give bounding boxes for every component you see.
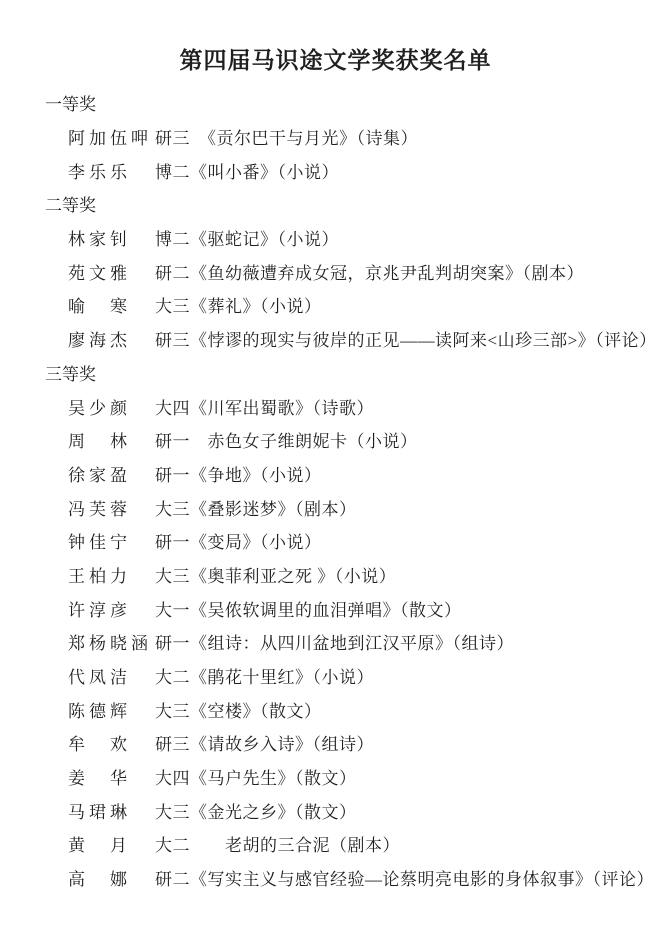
work-title: 《马户先生》 (190, 769, 295, 789)
work-title: 《争地》 (190, 465, 260, 485)
winner-grade: 博二 (155, 162, 190, 182)
winner-row (45, 524, 641, 558)
winner-grade: 大二 (155, 668, 190, 688)
entry-detail (155, 629, 514, 654)
entry-detail (155, 158, 339, 183)
work-genre: （剧本） (522, 263, 584, 283)
work-genre: （评论） (592, 870, 654, 890)
winner-name: 牟 欢 (68, 735, 131, 755)
award-sections (45, 86, 657, 895)
entry-detail (155, 394, 374, 419)
work-genre: （诗集） (356, 129, 418, 149)
winner-name: 许淳彦 (68, 600, 131, 620)
work-genre: （组诗） (452, 634, 514, 654)
winner-row (45, 389, 641, 423)
winner-name: 马珺琳 (68, 802, 131, 822)
section-label: 二等奖 (45, 196, 96, 216)
work-genre: （散文） (295, 802, 357, 822)
winner-grade: 博二 (155, 230, 190, 250)
award-section (45, 356, 654, 895)
entry-list (45, 221, 657, 356)
winner-row (45, 861, 654, 895)
winner-grade: 大三 (155, 566, 190, 586)
work-title: 《写实主义与感官经验—论蔡明亮电影的身体叙事》 (190, 870, 593, 890)
grade-work-gap (190, 432, 208, 451)
grade-work-gap (190, 129, 208, 148)
work-genre: （散文） (400, 600, 462, 620)
winner-row (45, 153, 641, 187)
winner-row (45, 558, 641, 592)
winner-row (45, 591, 641, 625)
winner-name: 阿加伍呷 (68, 129, 152, 149)
work-genre: （小说） (312, 668, 374, 688)
work-title: 《驱蛇记》 (190, 230, 278, 250)
winner-grade: 研三 (155, 331, 190, 351)
winner-row (45, 490, 641, 524)
work-title: 《变局》 (190, 533, 260, 553)
work-title: 《川军出蜀歌》 (190, 398, 313, 418)
work-title: 《葬礼》 (190, 297, 260, 317)
winner-row (45, 760, 641, 794)
winner-name: 郑杨晓涵 (68, 634, 152, 654)
winner-row (45, 254, 641, 288)
section-label: 一等奖 (45, 95, 96, 115)
entry-detail (155, 764, 357, 789)
entry-detail (155, 865, 654, 890)
work-genre: （组诗） (312, 735, 374, 755)
winner-row (45, 322, 657, 356)
winner-grade: 大三 (155, 499, 190, 519)
winner-row (45, 423, 641, 457)
winner-grade: 大三 (155, 802, 190, 822)
page-title: 第四届马识途文学奖获奖名单 (179, 48, 492, 73)
grade-work-gap (190, 836, 225, 855)
winner-grade: 研一 (155, 533, 190, 553)
winner-name: 代凤洁 (68, 668, 131, 688)
winner-name: 林家钊 (68, 230, 131, 250)
winner-grade: 大二 (155, 836, 190, 856)
winner-name: 姜 华 (68, 769, 131, 789)
entry-detail (155, 562, 396, 587)
winner-name: 高 娜 (68, 870, 131, 890)
winner-grade: 大三 (155, 701, 190, 721)
winner-grade: 大一 (155, 600, 190, 620)
work-genre: （剧本） (295, 499, 357, 519)
winner-name: 徐家盈 (68, 465, 131, 485)
work-title: 《鱼幼薇遭弃成女冠，京兆尹乱判胡突案》 (190, 263, 523, 283)
entry-detail (155, 259, 584, 284)
winner-grade: 研一 (155, 634, 190, 654)
winner-name: 李乐乐 (68, 162, 131, 182)
winner-grade: 大四 (155, 398, 190, 418)
work-genre: （小说） (277, 230, 339, 250)
winner-grade: 研二 (155, 263, 190, 283)
entry-detail (155, 124, 418, 149)
work-title: 《鹃花十里红》 (190, 668, 313, 688)
work-title: 《组诗：从四川盆地到江汉平原》 (190, 634, 453, 654)
winner-name: 钟佳宁 (68, 533, 131, 553)
entry-detail (155, 326, 657, 351)
work-title: 《金光之乡》 (190, 802, 295, 822)
winner-grade: 研一 (155, 432, 190, 452)
award-section (45, 187, 657, 355)
work-title: 《叫小番》 (190, 162, 278, 182)
work-genre: （小说） (260, 533, 322, 553)
work-genre: （小说） (260, 465, 322, 485)
winner-name: 喻 寒 (68, 297, 131, 317)
winner-grade: 研三 (155, 735, 190, 755)
work-genre: （评论） (595, 331, 657, 351)
winner-name: 周 林 (68, 432, 131, 452)
winner-row (45, 288, 641, 322)
work-genre: （散文） (295, 769, 357, 789)
winner-row (45, 692, 641, 726)
entry-detail (155, 798, 357, 823)
winner-row (45, 221, 641, 255)
work-genre: （小说） (334, 566, 397, 586)
work-genre: （剧本） (330, 836, 400, 856)
work-title: 赤色女子维朗妮卡 (207, 432, 348, 452)
winner-grade: 大三 (155, 297, 190, 317)
entry-detail (155, 596, 462, 621)
winner-name: 廖海杰 (68, 331, 131, 351)
work-title: 《空楼》 (190, 701, 260, 721)
work-genre: （小说） (277, 162, 339, 182)
section-label: 三等奖 (45, 364, 96, 384)
work-title: 老胡的三合泥 (225, 836, 330, 856)
winner-row (45, 457, 641, 491)
winner-name: 黄 月 (68, 836, 131, 856)
entry-detail (155, 461, 322, 486)
work-genre: （诗歌） (312, 398, 374, 418)
winner-name: 冯芙蓉 (68, 499, 131, 519)
entry-detail (155, 697, 322, 722)
winner-name: 陈德辉 (68, 701, 131, 721)
winner-row (45, 659, 641, 693)
winner-row (45, 625, 641, 659)
entry-detail (155, 831, 400, 856)
winner-grade: 研二 (155, 870, 190, 890)
work-title: 《奥菲利亚之死 》 (190, 566, 335, 586)
winner-row (45, 120, 641, 154)
winner-grade: 研一 (155, 465, 190, 485)
work-genre: （小说） (347, 432, 418, 452)
entry-detail (155, 730, 374, 755)
winner-row (45, 793, 641, 827)
entry-detail (155, 225, 339, 250)
winner-grade: 大四 (155, 769, 190, 789)
award-section (45, 86, 641, 187)
work-title: 《请故乡入诗》 (190, 735, 313, 755)
entry-list (45, 120, 641, 187)
entry-detail (155, 292, 322, 317)
work-genre: （小说） (260, 297, 322, 317)
winner-name: 王柏力 (68, 566, 131, 586)
winner-grade: 研三 (155, 129, 190, 149)
work-title: 《叠影迷梦》 (190, 499, 295, 519)
winner-name: 苑文雅 (68, 263, 131, 283)
entry-detail (155, 528, 322, 553)
entry-detail (155, 663, 374, 688)
winner-row (45, 726, 641, 760)
work-title: 《悖谬的现实与彼岸的正见——读阿来<山珍三部>》 (190, 331, 596, 351)
entry-detail (155, 427, 418, 452)
work-genre: （散文） (260, 701, 322, 721)
winner-row (45, 827, 641, 861)
work-title: 《贡尔巴干与月光》 (207, 129, 357, 149)
entry-detail (155, 495, 357, 520)
entry-list (45, 389, 654, 894)
winner-name: 吴少颜 (68, 398, 131, 418)
work-title: 《吴侬软调里的血泪弹唱》 (190, 600, 400, 620)
